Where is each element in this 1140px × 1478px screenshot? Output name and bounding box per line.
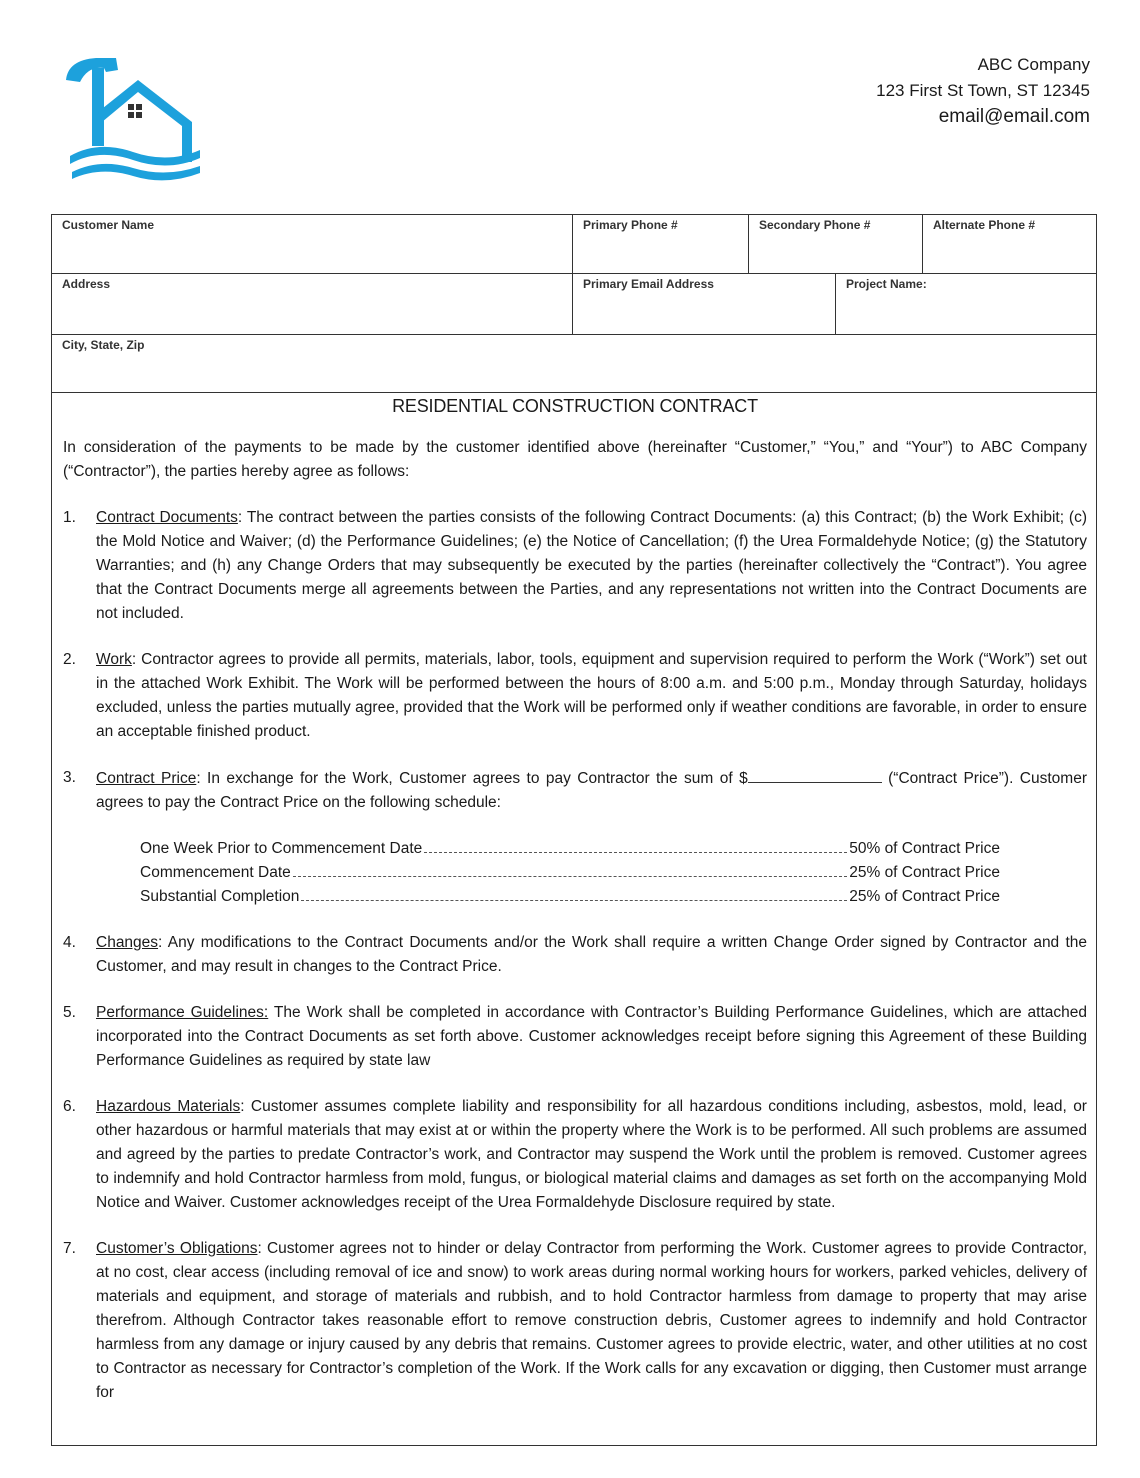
- schedule-row: [140, 885, 1000, 909]
- project-name-field[interactable]: Project Name:: [846, 277, 927, 291]
- clause-item: [63, 506, 1087, 626]
- company-logo: [58, 52, 208, 182]
- clause-text: : Customer assumes complete liability and responsibility for all hazardous conditions including, asbestos, mold, lead, or other hazardous or harmful materials that may exist at or within the property where the Work is to be performed. All such problems are assumed and agreed by the parties to predate Contractor’s work, and Contractor may suspend the Work until the problem is removed. Customer agrees to indemnify and hold Contractor harmless from mold, fungus, or biological material claims and damages as set forth on the accompanying Mold Notice and Waiver. Customer acknowledges receipt of the Urea Formaldehyde Disclosure required by state.: [96, 1098, 1087, 1211]
- company-info: [876, 52, 1090, 130]
- dotted-leader: [424, 852, 847, 853]
- clause-heading: Contract Price: [96, 770, 197, 787]
- address-field[interactable]: Address: [52, 274, 573, 334]
- clause-number: 4.: [63, 934, 76, 951]
- clause-text-after: (“Contract Price”). Customer agrees to pay the Contract Price on the following schedule:: [96, 770, 1087, 811]
- company-email: email@email.com: [938, 106, 1090, 127]
- contract-title: RESIDENTIAL CONSTRUCTION CONTRACT: [392, 396, 758, 416]
- clause-number: 1.: [63, 509, 76, 526]
- schedule-label: One Week Prior to Commencement Date: [140, 840, 423, 857]
- clause-text: : Customer agrees not to hinder or delay Contractor from performing the Work. Customer agrees to provide Contractor, at no cost, clear access (including removal of ice and snow) to work areas during normal working hours for workers, parked vehicles, delivery of materials and equipment, and storage of materials and rubbish, and to hold Contractor harmless from damage to property that may arise therefrom. Although Contractor takes reasonable effort to remove construction debris, Customer agrees to indemnify and hold Contractor harmless from any damage or injury caused by any debris that remains. Customer agrees to provide electric, water, and other utilities at no cost to Contractor as necessary for Contractor’s completion of the Work. If the Work calls for any excavation or digging, then Customer must arrange for: [96, 1240, 1087, 1401]
- dotted-leader: [293, 876, 847, 877]
- clause-item: [63, 1095, 1087, 1215]
- company-address: 123 First St Town, ST 12345: [876, 81, 1090, 100]
- payment-schedule: [140, 837, 1000, 909]
- clause-heading: Contract Documents: [96, 509, 238, 526]
- contract-intro: In consideration of the payments to be made by the customer identified above (hereinafter “Customer,” “You,” and “Your”) to ABC Company (“Contractor”), the parties hereby agree as follows:: [63, 439, 1087, 480]
- alternate-phone-field[interactable]: Alternate Phone #: [933, 218, 1036, 232]
- clause-heading: Changes: [96, 934, 159, 951]
- schedule-label: Commencement Date: [140, 864, 291, 881]
- schedule-row: [140, 861, 1000, 885]
- window-icon: [128, 104, 142, 118]
- clause-heading: Customer’s Obligations: [96, 1240, 258, 1257]
- clause-number: 3.: [63, 769, 76, 786]
- schedule-value: 25% of Contract Price: [849, 888, 1000, 905]
- clause-heading: Work: [96, 651, 132, 668]
- clause-item: [63, 931, 1087, 979]
- clause-number: 6.: [63, 1098, 76, 1115]
- clause-text: : The contract between the parties consists of the following Contract Documents: (a) this Contract; (b) the Work Exhibit; (c) the Mold Notice and Waiver; (d) the Performance Guidelines; (e) the Notice of Cancellation; (f) the Urea Formaldehyde Notice; (g) the Statutory Warranties; and (h) any Change Orders that may subsequently be executed by the parties (hereinafter collectively the “Contract”). You agree that the Contract Documents merge all agreements between the Parties, and any representations not written into the Contract Documents are not included.: [96, 509, 1087, 622]
- clause-number: 5.: [63, 1004, 76, 1021]
- contract-price-blank[interactable]: [748, 766, 882, 783]
- customer-info-form: [51, 214, 1097, 393]
- primary-email-field[interactable]: Primary Email Address: [573, 274, 836, 334]
- city-state-zip-field[interactable]: City, State, Zip: [62, 338, 145, 352]
- schedule-value: 25% of Contract Price: [849, 864, 1000, 881]
- clause-text: The Work shall be completed in accordance with Contractor’s Building Performance Guidelines, which are attached incorporated into the Contract Documents as set forth above. Customer acknowledges receipt before signing this Agreement of these Building Performance Guidelines as required by state law: [96, 1004, 1087, 1069]
- dotted-leader: [301, 900, 847, 901]
- clause-item: [63, 1001, 1087, 1073]
- secondary-phone-field[interactable]: Secondary Phone #: [749, 215, 923, 273]
- clause-heading: Performance Guidelines:: [96, 1004, 269, 1021]
- customer-name-field[interactable]: Customer Name: [52, 215, 573, 273]
- schedule-label: Substantial Completion: [140, 888, 300, 905]
- clause-text: : In exchange for the Work, Customer agrees to pay Contractor the sum of $: [196, 770, 748, 787]
- primary-phone-field[interactable]: Primary Phone #: [573, 215, 749, 273]
- clause-item: [63, 1237, 1087, 1405]
- clause-text: : Contractor agrees to provide all permits, materials, labor, tools, equipment and supervision required to perform the Work (“Work”) set out in the attached Work Exhibit. The Work will be performed between the hours of 8:00 a.m. and 5:00 p.m., Monday through Saturday, holidays excluded, unless the parties mutually agree, provided that the Work will be performed only if weather conditions are favorable, in order to ensure an acceptable finished product.: [96, 651, 1087, 740]
- contract-body: [51, 390, 1097, 1446]
- clause-text: : Any modifications to the Contract Documents and/or the Work shall require a written Change Order signed by Contractor and the Customer, and may result in changes to the Contract Price.: [96, 934, 1087, 975]
- clause-heading: Hazardous Materials: [96, 1098, 241, 1115]
- schedule-value: 50% of Contract Price: [849, 840, 1000, 857]
- clause-number: 7.: [63, 1240, 76, 1257]
- clause-item: [63, 766, 1087, 909]
- clause-number: 2.: [63, 651, 76, 668]
- company-name: ABC Company: [977, 55, 1090, 74]
- schedule-row: [140, 837, 1000, 861]
- clause-item: [63, 648, 1087, 744]
